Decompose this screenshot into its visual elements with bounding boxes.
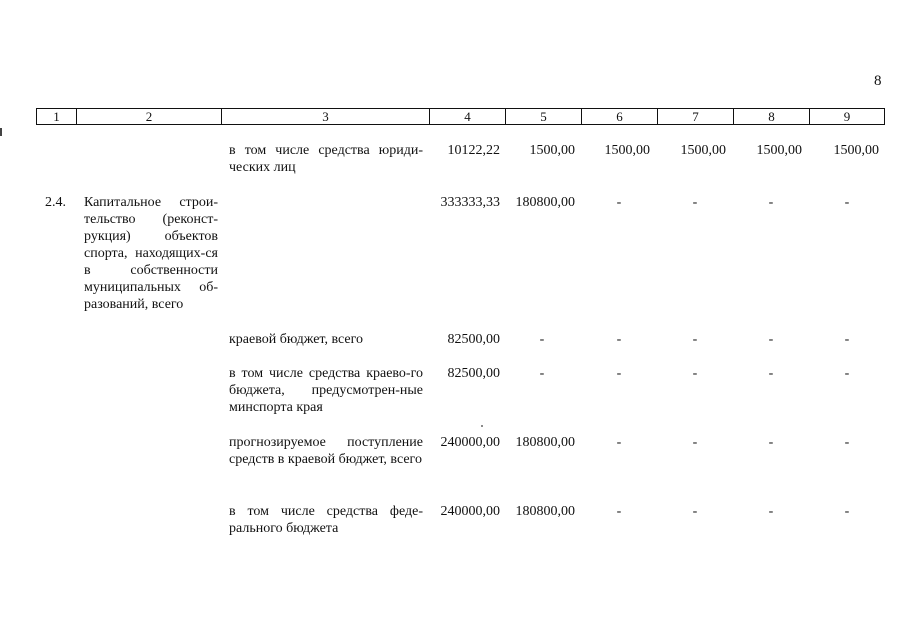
value-col-9: 1500,00 bbox=[833, 143, 879, 158]
header-col-4: 4 bbox=[430, 109, 506, 125]
value-col-7: 1500,00 bbox=[680, 143, 726, 158]
value-col-5: - bbox=[539, 332, 545, 347]
value-col-4: 240000,00 bbox=[440, 504, 500, 519]
page-number: 8 bbox=[874, 73, 882, 89]
value-col-9: - bbox=[844, 366, 850, 381]
value-col-6: - bbox=[616, 435, 622, 450]
value-col-5: 180800,00 bbox=[515, 504, 575, 519]
header-col-6: 6 bbox=[582, 109, 658, 125]
scan-speck bbox=[481, 425, 483, 427]
value-col-5: 180800,00 bbox=[515, 195, 575, 210]
item-name: Капитальное строи-тельство (реконст-рукция) объектов спорта, находящих-ся в собственности муниципальных об-разований, всего bbox=[84, 195, 218, 312]
value-col-9: - bbox=[844, 435, 850, 450]
value-col-8: - bbox=[768, 366, 774, 381]
value-col-9: - bbox=[844, 504, 850, 519]
value-col-8: 1500,00 bbox=[756, 143, 802, 158]
header-col-2: 2 bbox=[77, 109, 222, 125]
value-col-4: 10122,22 bbox=[447, 143, 500, 158]
value-col-4: 82500,00 bbox=[447, 332, 500, 347]
row-description: в том числе средства феде-рального бюджета bbox=[229, 504, 423, 536]
value-col-7: - bbox=[692, 195, 698, 210]
value-col-6: - bbox=[616, 195, 622, 210]
value-col-8: - bbox=[768, 195, 774, 210]
header-col-8: 8 bbox=[734, 109, 810, 125]
header-col-9: 9 bbox=[810, 109, 885, 125]
header-col-1: 1 bbox=[37, 109, 77, 125]
value-col-7: - bbox=[692, 504, 698, 519]
row-description: в том числе средства юриди-ческих лиц bbox=[229, 143, 423, 175]
value-col-6: - bbox=[616, 332, 622, 347]
value-col-7: - bbox=[692, 366, 698, 381]
row-description: в том числе средства краево-го бюджета, предусмотрен-ные минспорта края bbox=[229, 366, 423, 415]
header-col-5: 5 bbox=[506, 109, 582, 125]
value-col-8: - bbox=[768, 435, 774, 450]
value-col-4: 82500,00 bbox=[447, 366, 500, 381]
value-col-6: - bbox=[616, 366, 622, 381]
item-number: 2.4. bbox=[45, 195, 66, 210]
column-number-header bbox=[36, 108, 885, 125]
value-col-8: - bbox=[768, 504, 774, 519]
value-col-8: - bbox=[768, 332, 774, 347]
header-col-7: 7 bbox=[658, 109, 734, 125]
value-col-6: 1500,00 bbox=[604, 143, 650, 158]
value-col-7: - bbox=[692, 435, 698, 450]
value-col-7: - bbox=[692, 332, 698, 347]
value-col-9: - bbox=[844, 332, 850, 347]
row-description: прогнозируемое поступление средств в краевой бюджет, всего bbox=[229, 435, 423, 467]
header-row bbox=[37, 109, 885, 125]
value-col-5: 180800,00 bbox=[515, 435, 575, 450]
value-col-4: 333333,33 bbox=[440, 195, 500, 210]
value-col-9: - bbox=[844, 195, 850, 210]
value-col-5: 1500,00 bbox=[529, 143, 575, 158]
row-description: краевой бюджет, всего bbox=[229, 332, 364, 347]
value-col-4: 240000,00 bbox=[440, 435, 500, 450]
value-col-5: - bbox=[539, 366, 545, 381]
header-col-3: 3 bbox=[222, 109, 430, 125]
scan-edge-mark bbox=[0, 128, 2, 136]
value-col-6: - bbox=[616, 504, 622, 519]
